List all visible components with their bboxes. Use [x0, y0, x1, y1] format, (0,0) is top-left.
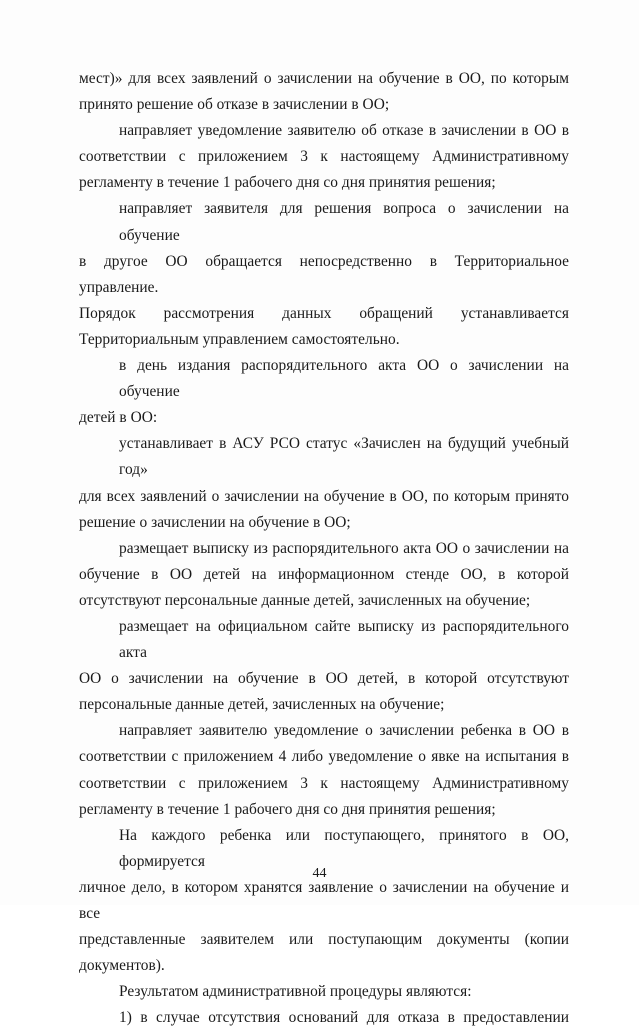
text-line: обучение в ОО детей на информационном стенде ОО, в которой	[79, 565, 569, 583]
text-line: персональные данные детей, зачисленных на обучение;	[79, 696, 445, 714]
paragraph	[79, 1005, 569, 1031]
text-line: Результатом административной процедуры являются:	[119, 983, 472, 1001]
text-line: представленные заявителем или поступающим документы (копии	[79, 931, 569, 949]
text-line: принято решение об отказе в зачислении в ОО;	[79, 96, 390, 114]
text-line: направляет уведомление заявителю об отказе в зачислении в ОО в	[119, 122, 569, 140]
text-line: ОО о зачислении на обучение в ОО детей, в которой отсутствуют	[79, 670, 569, 688]
paragraph	[79, 979, 569, 1005]
text-line: документов).	[79, 957, 165, 975]
text-line: размещает выписку из распорядительного акта ОО о зачислении на	[119, 539, 569, 557]
paragraph	[79, 196, 569, 353]
text-line: личное дело, в котором хранятся заявление о зачислении на обучение и все	[79, 878, 569, 922]
text-line: детей в ОО:	[79, 409, 158, 427]
text-line: регламенту в течение 1 рабочего дня со дня принятия решения;	[79, 174, 496, 192]
paragraph	[79, 536, 569, 614]
text-line: размещает на официальном сайте выписку из распорядительного акта	[119, 617, 569, 662]
text-line: направляет заявителя для решения вопроса о зачислении на обучение	[119, 200, 569, 244]
text-line: соответствии с приложением 3 к настоящему Административному	[79, 148, 569, 166]
text-line: направляет заявителю уведомление о зачислении ребенка в ОО в	[119, 722, 569, 740]
text-line: для всех заявлений о зачислении на обучение в ОО, по которым принято	[79, 487, 569, 505]
paragraph	[79, 614, 569, 718]
text-line: в день издания распорядительного акта ОО о зачислении на обучение	[119, 357, 569, 401]
text-line: На каждого ребенка или поступающего, принятого в ОО, формируется	[119, 826, 569, 870]
page-number: 44	[312, 866, 327, 881]
paragraph	[79, 718, 569, 822]
page-body	[79, 66, 569, 1031]
paragraph	[79, 66, 569, 118]
text-line: регламенту в течение 1 рабочего дня со дня принятия решения;	[79, 800, 496, 818]
text-line: соответствии с приложением 4 либо уведомление о явке на испытания в	[79, 748, 569, 766]
text-line: Территориальным управлением самостоятельно.	[79, 330, 400, 348]
text-line: в другое ОО обращается непосредственно в Территориальное управление.	[79, 252, 569, 296]
paragraph	[79, 353, 569, 431]
text-line: соответствии с приложением 3 к настоящему Административному	[79, 774, 569, 792]
paragraph	[79, 823, 569, 980]
text-line: Порядок рассмотрения данных обращений устанавливается	[79, 304, 569, 322]
paragraph	[79, 118, 569, 196]
text-line: решение о зачислении на обучение в ОО;	[79, 513, 351, 531]
text-line: устанавливает в АСУ РСО статус «Зачислен на будущий учебный год»	[119, 435, 569, 479]
text-line: отсутствуют персональные данные детей, зачисленных на обучение;	[79, 591, 531, 609]
paragraph	[79, 431, 569, 535]
text-line: 1) в случае отсутствия оснований для отказа в предоставлении	[119, 1009, 569, 1027]
text-line: мест)» для всех заявлений о зачислении на обучение в ОО, по которым	[79, 70, 569, 87]
